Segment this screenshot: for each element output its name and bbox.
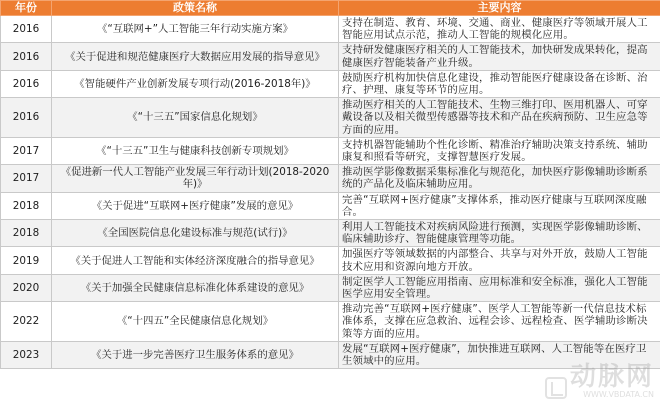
year-cell: 2016 [1, 98, 52, 138]
watermark [545, 364, 654, 399]
policy-name-cell: 《智能硬件产业创新发展专项行动(2016-2018年)》 [52, 70, 339, 97]
table-row [1, 192, 660, 219]
table-row [1, 98, 660, 138]
policy-name-cell: 《关于进一步完善医疗卫生服务体系的意见》 [52, 341, 339, 368]
main-content-cell: 制定医学人工智能应用指南、应用标准和安全标准，强化人工智能医学应用安全管理。 [339, 274, 660, 301]
year-cell: 2016 [1, 16, 52, 43]
policy-name-cell: 《促进新一代人工智能产业发展三年行动计划(2018-2020年)》 [52, 165, 339, 192]
year-cell: 2017 [1, 165, 52, 192]
policy-name-cell: 《关于促进和规范健康医疗大数据应用发展的指导意见》 [52, 43, 339, 70]
main-content-cell: 支持在制造、教育、环境、交通、商业、健康医疗等领域开展人工智能应用试点示范，推动人工智能的规模化应用。 [339, 16, 660, 43]
table-row [1, 165, 660, 192]
year-cell: 2020 [1, 274, 52, 301]
main-content-cell: 推动医疗相关的人工智能技术、生物三维打印、医用机器人、可穿戴设备以及相关微型传感器等技术和产品在疾病预防、卫生应急等方面的应用。 [339, 98, 660, 138]
watermark-subtext: WWW.VBDATA.CN [583, 390, 654, 399]
policy-name-cell: 《“十三五”国家信息化规划》 [52, 98, 339, 138]
main-content-cell: 完善“互联网+医疗健康”支撑体系，推动医疗健康与互联网深度融合。 [339, 192, 660, 219]
table-row [1, 274, 660, 301]
policy-name-cell: 《关于加强全民健康信息标准化体系建设的意见》 [52, 274, 339, 301]
table-row [1, 302, 660, 342]
policy-name-cell: 《关于促进人工智能和实体经济深度融合的指导意见》 [52, 247, 339, 274]
policy-name-cell: 《“互联网+”人工智能三年行动实施方案》 [52, 16, 339, 43]
table-row [1, 16, 660, 43]
year-cell: 2017 [1, 137, 52, 164]
header-main-content: 主要内容 [339, 1, 660, 16]
watermark-text: 动脉网 [569, 362, 654, 392]
table-row [1, 43, 660, 70]
year-cell: 2016 [1, 70, 52, 97]
policy-name-cell: 《关于促进“互联网+医疗健康”发展的意见》 [52, 192, 339, 219]
main-content-cell: 发展“互联网+医疗健康”，加快推进互联网、人工智能等在医疗卫生领域中的应用。 [339, 341, 660, 368]
main-content-cell: 推动医学影像数据采集标准化与规范化，加快医疗影像辅助诊断系统的产品化及临床辅助应用。 [339, 165, 660, 192]
year-cell: 2019 [1, 247, 52, 274]
year-cell: 2023 [1, 341, 52, 368]
header-year: 年份 [1, 1, 52, 16]
year-cell: 2018 [1, 220, 52, 247]
main-content-cell: 推动完善“互联网+医疗健康”、医学人工智能等新一代信息技术标准体系，支撑在应急救治、远程会诊、远程检查、医学辅助诊断决策等方面的应用。 [339, 302, 660, 342]
year-cell: 2016 [1, 43, 52, 70]
header-policy-name: 政策名称 [52, 1, 339, 16]
table-row [1, 70, 660, 97]
vbdata-logo-icon [545, 377, 567, 399]
main-content-cell: 加强医疗等领域数据的内部整合、共享与对外开放，鼓励人工智能技术应用和资源向地方开放。 [339, 247, 660, 274]
main-content-cell: 支持机器智能辅助个性化诊断、精准治疗辅助决策支持系统、辅助康复和照看等研究，支撑智慧医疗发展。 [339, 137, 660, 164]
year-cell: 2018 [1, 192, 52, 219]
main-content-cell: 支持研发健康医疗相关的人工智能技术，加快研发成果转化，提高健康医疗智能装备产业升级。 [339, 43, 660, 70]
policy-name-cell: 《“十三五”卫生与健康科技创新专项规划》 [52, 137, 339, 164]
table-row [1, 247, 660, 274]
main-content-cell: 鼓励医疗机构加快信息化建设，推动智能医疗健康设备在诊断、治疗、护理、康复等环节的应用。 [339, 70, 660, 97]
policy-name-cell: 《全国医院信息化建设标准与规范(试行)》 [52, 220, 339, 247]
main-content-cell: 利用人工智能技术对疾病风险进行预测，实现医学影像辅助诊断、临床辅助诊疗、智能健康管理等功能。 [339, 220, 660, 247]
table-header-row [1, 1, 660, 16]
policy-name-cell: 《“十四五”全民健康信息化规划》 [52, 302, 339, 342]
table-row [1, 220, 660, 247]
table-row [1, 137, 660, 164]
year-cell: 2022 [1, 302, 52, 342]
